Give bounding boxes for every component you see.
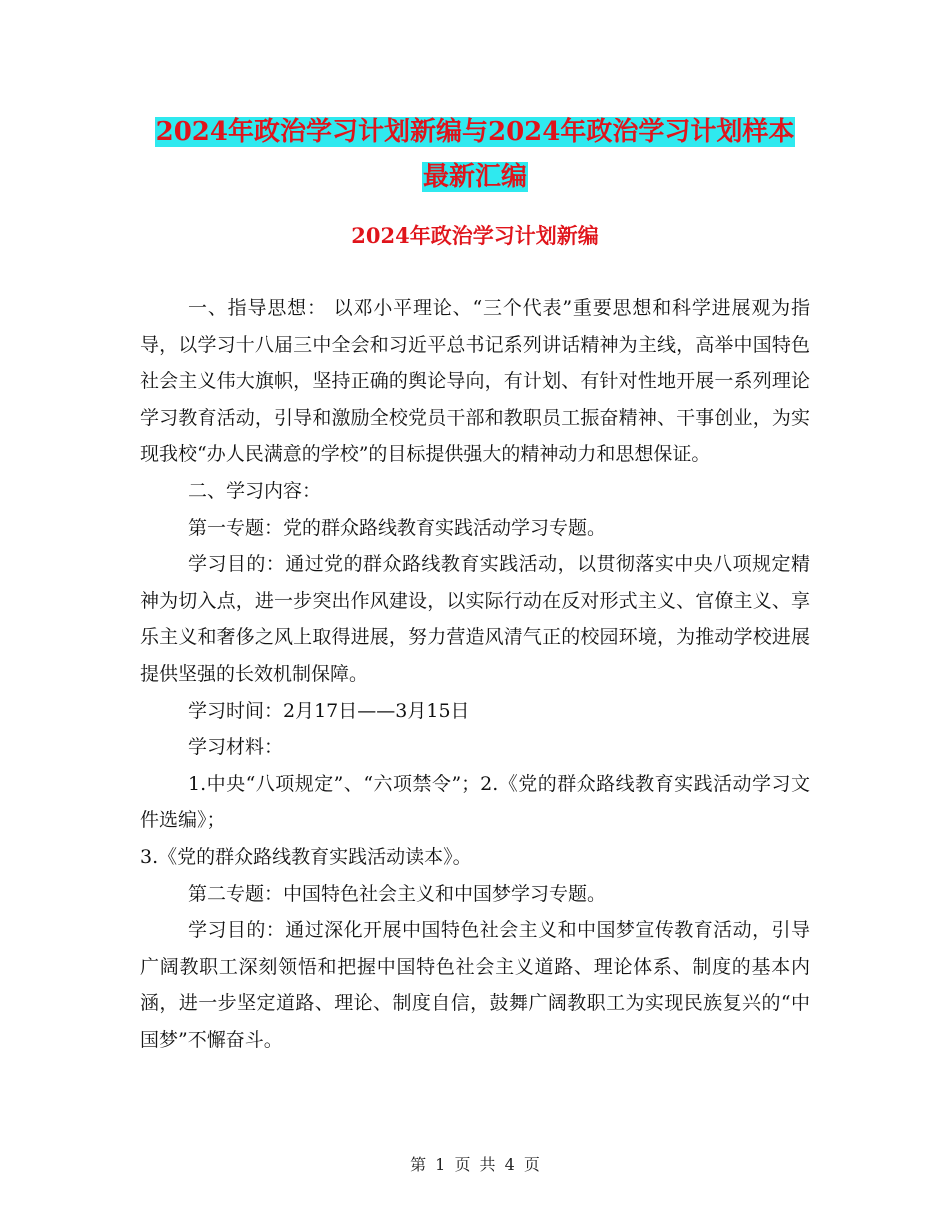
paragraph-study-time: 学习时间：2月17日——3月15日 — [188, 699, 470, 722]
paragraph-topic-two-purpose: 学习目的：通过深化开展中国特色社会主义和中国梦宣传教育活动，引导广阔教职工深刻领悟和把握中国特色社会主义道路、理论体系、制度的基本内涵，进一步坚定道路、理论、制度自信，鼓舞广阔教职工为实现民族复兴的“中国梦”不懈奋斗。 — [140, 919, 810, 1051]
paragraph-study-materials-heading: 学习材料： — [188, 736, 284, 759]
paragraph-topic-one: 第一专题：党的群众路线教育实践活动学习专题。 — [188, 516, 607, 539]
page-number-footer: 第 1 页 共 4 页 — [410, 1155, 540, 1174]
document-title-line1: 2024年政治学习计划新编与2024年政治学习计划样本 — [155, 117, 795, 147]
paragraph-topic-one-purpose: 学习目的：通过党的群众路线教育实践活动，以贯彻落实中央八项规定精神为切入点，进一步突出作风建设，以实际行动在反对形式主义、官僚主义、享乐主义和奢侈之风上取得进展，努力营造风清气正的校园环境，为推动学校进展提供坚强的长效机制保障。 — [140, 553, 810, 685]
document-title-line2: 最新汇编 — [422, 162, 527, 192]
paragraph-guiding-ideology: 一、指导思想： 以邓小平理论、“三个代表”重要思想和科学进展观为指导，以学习十八届三中全会和习近平总书记系列讲话精神为主线，高举中国特色社会主义伟大旗帜，坚持正确的舆论导向，有计划、有针对性地开展一系列理论学习教育活动，引导和激励全校党员干部和教职员工振奋精神、干事创业，为实现我校“办人民满意的学校”的目标提供强大的精神动力和思想保证。 — [140, 297, 810, 466]
document-body — [140, 290, 810, 1058]
paragraph-materials-item-1-2: 1.中央“八项规定”、“六项禁令”；2.《党的群众路线教育实践活动学习文件选编》； — [140, 772, 810, 832]
section-title: 2024年政治学习计划新编 — [351, 223, 599, 248]
paragraph-topic-two: 第二专题：中国特色社会主义和中国梦学习专题。 — [188, 882, 607, 905]
paragraph-materials-item-3: 3.《党的群众路线教育实践活动读本》。 — [140, 845, 472, 868]
paragraph-study-content-heading: 二、学习内容： — [188, 479, 322, 502]
document-title — [140, 110, 810, 200]
